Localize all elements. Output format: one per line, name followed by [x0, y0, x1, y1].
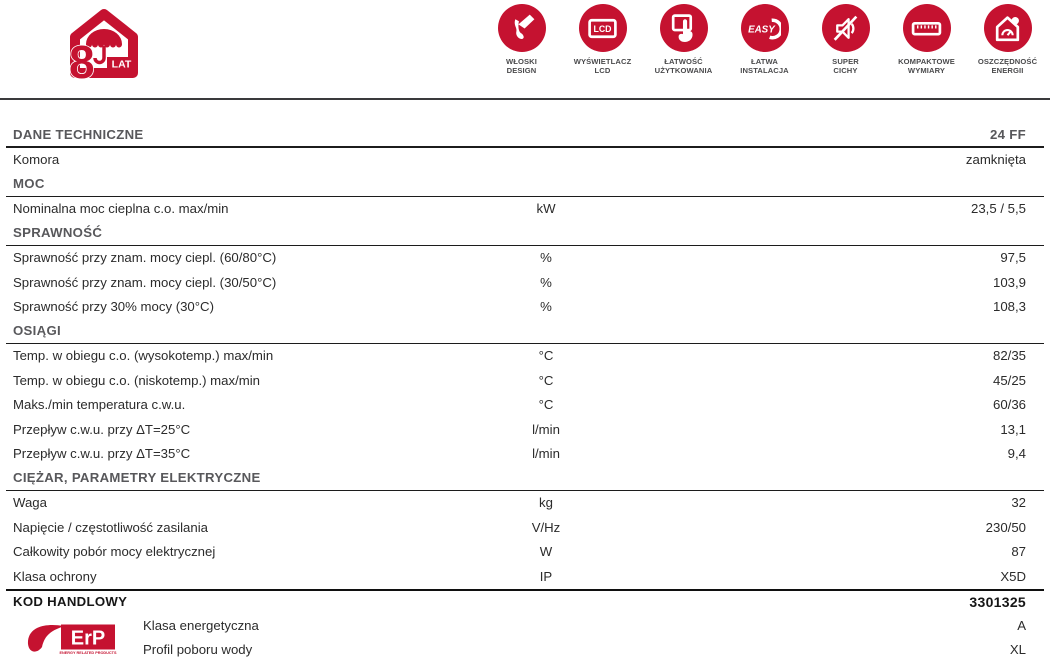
erp-logo-subtext: ENERGY RELATED PRODUCTS: [59, 651, 117, 655]
spec-unit: l/min: [532, 421, 560, 437]
italy-pencil-icon: [498, 4, 546, 52]
feature-item: [481, 4, 562, 76]
spec-value: 87: [1011, 544, 1026, 560]
spec-value: X5D: [1000, 568, 1026, 584]
spec-value: 32: [1011, 495, 1026, 511]
erp-leaf-logo-icon: [27, 619, 117, 659]
spec-row: [6, 344, 1044, 369]
spec-unit: W: [539, 544, 553, 560]
touch-hand-icon: [660, 4, 708, 52]
spec-row: [6, 515, 1044, 540]
table-title-row: [6, 123, 1044, 148]
feature-label: ŁATWA INSTALACJA: [740, 57, 789, 76]
section-title: CIĘŻAR, PARAMETRY ELEKTRYCZNE: [13, 470, 261, 486]
spec-label: Profil poboru wody: [143, 642, 253, 658]
feature-label: KOMPAKTOWE WYMIARY: [898, 57, 955, 76]
warranty-8-years-house-umbrella-icon: [56, 6, 152, 82]
spec-label: Maks./min temperatura c.w.u.: [13, 397, 186, 413]
section-header-row: [6, 319, 1044, 344]
spec-unit: %: [540, 274, 552, 290]
spec-label: Komora: [13, 152, 60, 168]
spec-row: [6, 613, 1044, 638]
page-header: [0, 0, 1050, 98]
spec-row: [6, 564, 1044, 589]
spec-value: 60/36: [992, 397, 1026, 413]
section-title: SPRAWNOŚĆ: [13, 225, 103, 241]
spec-row: [6, 442, 1044, 467]
spec-label: KOD HANDLOWY: [13, 594, 128, 610]
spec-table: [6, 123, 1044, 662]
spec-row: [6, 148, 1044, 173]
ruler-icon: [903, 4, 951, 52]
spec-value: XL: [1009, 642, 1026, 658]
spec-row: [6, 368, 1044, 393]
feature-list: [481, 4, 1048, 76]
spec-value: 230/50: [985, 519, 1026, 535]
spec-label: Przepływ c.w.u. przy ΔT=35°C: [13, 446, 191, 462]
spec-label: Przepływ c.w.u. przy ΔT=25°C: [13, 421, 191, 437]
erp-logo-text: ErP: [70, 627, 106, 650]
spec-label: Całkowity pobór mocy elektrycznej: [13, 544, 216, 560]
spec-label: Napięcie / częstotliwość zasilania: [13, 519, 208, 535]
spec-value: 23,5 / 5,5: [971, 201, 1026, 217]
spec-row: [6, 638, 1044, 663]
spec-row: [6, 540, 1044, 565]
section-title: OSIĄGI: [13, 323, 61, 339]
model-name: 24 FF: [990, 126, 1026, 142]
spec-label: Temp. w obiegu c.o. (niskotemp.) max/min: [13, 372, 260, 388]
spec-unit: l/min: [532, 446, 560, 462]
spec-unit: IP: [539, 568, 553, 584]
feature-label: WŁOSKI DESIGN: [506, 57, 537, 76]
spec-label: Nominalna moc cieplna c.o. max/min: [13, 201, 229, 217]
section-header-row: [6, 466, 1044, 491]
spec-row: [6, 295, 1044, 320]
spec-label: Sprawność przy znam. mocy ciepl. (60/80°C): [13, 250, 277, 266]
spec-row: [6, 246, 1044, 271]
energy-saving-icon: [984, 4, 1032, 52]
section-header-row: [6, 221, 1044, 246]
section-title: MOC: [13, 176, 45, 192]
spec-value: 97,5: [1000, 250, 1026, 266]
spec-row: [6, 417, 1044, 442]
feature-label: WYŚWIETLACZ LCD: [573, 57, 632, 76]
spec-table-rows: [6, 148, 1044, 663]
spec-unit: °C: [538, 397, 554, 413]
warranty-suffix: LAT: [111, 58, 132, 71]
spec-value: 103,9: [992, 274, 1026, 290]
spec-value: 13,1: [1000, 421, 1026, 437]
spec-value: zamknięta: [965, 152, 1026, 168]
feature-label: OSZCZĘDNOŚĆ ENERGII: [977, 57, 1038, 76]
table-title: DANE TECHNICZNE: [13, 126, 144, 142]
spec-unit: V/Hz: [531, 519, 561, 535]
spec-value: 108,3: [992, 299, 1026, 315]
spec-unit: kg: [539, 495, 553, 511]
spec-label: Klasa energetyczna: [143, 617, 259, 633]
feature-label: ŁATWOŚĆ UŻYTKOWANIA: [654, 57, 713, 76]
spec-unit: %: [540, 299, 552, 315]
feature-item: [886, 4, 967, 76]
svg-text:LCD: LCD: [593, 23, 612, 34]
spec-row: [6, 393, 1044, 418]
lcd-display-icon: [579, 4, 627, 52]
spec-unit: °C: [538, 348, 554, 364]
section-header-row: [6, 172, 1044, 197]
feature-item: [562, 4, 643, 76]
spec-value: 45/25: [992, 372, 1026, 388]
feature-item: [724, 4, 805, 76]
spec-row: [6, 491, 1044, 516]
feature-item: [643, 4, 724, 76]
spec-row: [6, 270, 1044, 295]
spec-unit: °C: [538, 372, 554, 388]
spec-label: Klasa ochrony: [13, 568, 97, 584]
spec-unit: %: [540, 250, 552, 266]
spec-value: A: [1017, 617, 1026, 633]
svg-text:EASY: EASY: [748, 24, 775, 36]
spec-label: Sprawność przy 30% mocy (30°C): [13, 299, 214, 315]
spec-unit: kW: [536, 201, 556, 217]
feature-item: [805, 4, 886, 76]
spec-label: Sprawność przy znam. mocy ciepl. (30/50°C): [13, 274, 277, 290]
feature-item: [967, 4, 1048, 76]
spec-label: Waga: [13, 495, 47, 511]
spec-value: 9,4: [1007, 446, 1026, 462]
spec-value: 82/35: [992, 348, 1026, 364]
feature-label: SUPER CICHY: [832, 57, 859, 76]
header-divider: [0, 98, 1050, 100]
spec-row: [6, 589, 1044, 614]
spec-value: 3301325: [969, 593, 1026, 610]
mute-speaker-icon: [822, 4, 870, 52]
easy-install-icon: [741, 4, 789, 52]
spec-row: [6, 197, 1044, 222]
warranty-number: 8: [69, 36, 95, 82]
spec-label: Temp. w obiegu c.o. (wysokotemp.) max/min: [13, 348, 274, 364]
